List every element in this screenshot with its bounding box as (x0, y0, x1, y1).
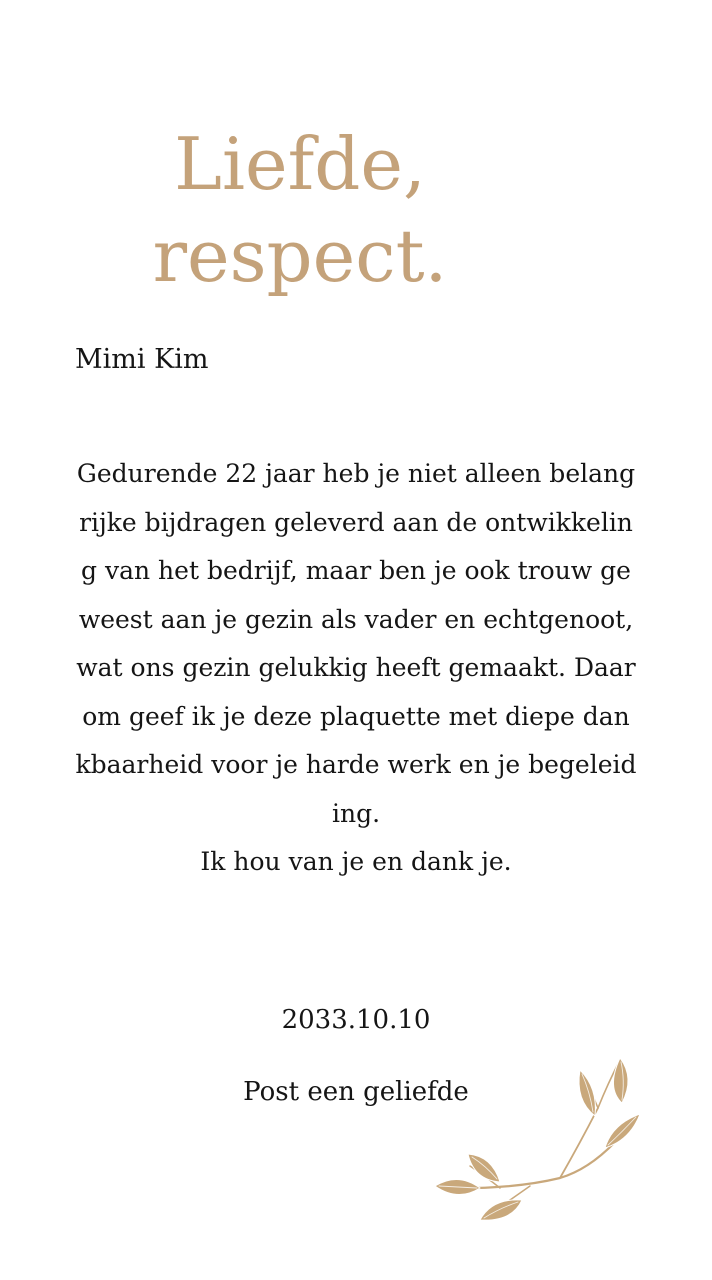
message-line: Gedurende 22 jaar heb je niet alleen belang (76, 459, 636, 488)
message-line: weest aan je gezin als vader en echtgenoot, (78, 604, 634, 634)
sender: Post een geliefde (243, 1077, 469, 1107)
title-line-2: respect. (152, 214, 448, 298)
recipient-name: Mimi Kim (75, 344, 209, 375)
message-line: g van het bedrijf, maar ben je ook trouw ge (81, 556, 631, 585)
message-line: wat ons gezin gelukkig heeft gemaakt. Daar (76, 653, 636, 682)
golden-leaf-branch-icon (430, 1048, 650, 1228)
date: 2033.10.10 (281, 1005, 431, 1035)
message-line: kbaarheid voor je harde werk en je begeleid (75, 750, 637, 779)
title-line-1: Liefde, (174, 122, 426, 206)
message-body (60, 450, 652, 838)
closing-line: Ik hou van je en dank je. (200, 847, 512, 876)
message-line: rijke bijdragen geleverd aan de ontwikkelin (79, 507, 633, 537)
message-line: om geef ik je deze plaquette met diepe dan (82, 701, 630, 731)
message-line: ing. (331, 798, 381, 828)
title (0, 118, 600, 302)
